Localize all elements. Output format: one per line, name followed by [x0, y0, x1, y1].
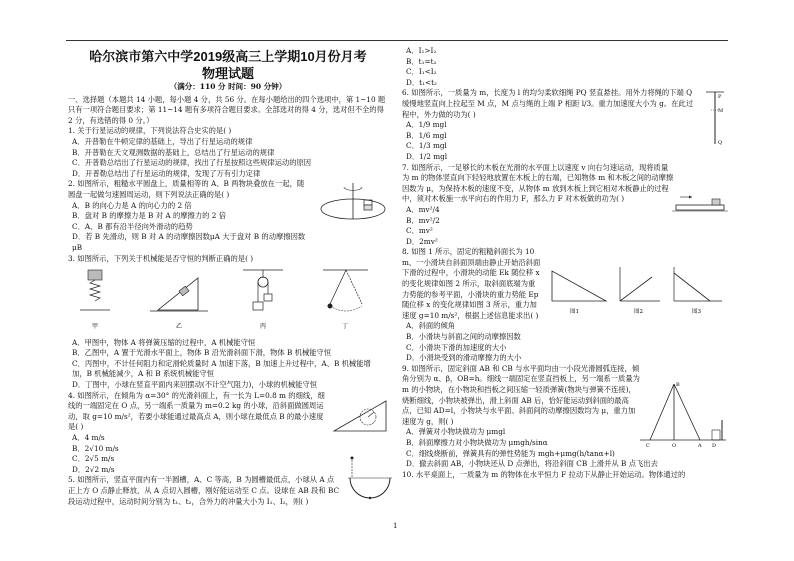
q7-option-b: B．mv²/2 [406, 215, 440, 225]
q9-option-a: A．弹簧对小物块做功为 μmgl [406, 427, 506, 437]
q6-option-d: D．1/2 mgl [406, 151, 448, 161]
svg-text:P: P [718, 94, 722, 101]
q2-stem: 2. 如图所示，粗糙水平圆盘上，质量相等的 A、B 两物块叠放在一起，随圆盘一起做匀速圆周运动，则下列说法正确的是( ) [68, 179, 305, 199]
q4-option-b: B．2√10 m/s [72, 443, 119, 453]
question-1 [68, 126, 388, 179]
q5-option-b: B．t₁=t₂ [406, 56, 437, 66]
q1-option-c: C．开普勒总结出了行星运动的规律，找出了行星按照这些规律运动的原因 [72, 158, 312, 168]
q8-fig-label-1: 图1 [570, 309, 579, 316]
q5-option-d: D．t₁<t₂ [406, 77, 437, 87]
svg-text:B: B [676, 381, 680, 388]
q6-option-c: C．1/3 mgl [406, 141, 447, 151]
question-3 [68, 254, 388, 391]
q9-stem: 9. 如图所示，固定斜面 AB 和 CB 与水平面均由一小段光滑圆弧连接，倾角分别为 α、β，OB=h。细线一端固定在竖直挡板上，另一端系一质量为 m 的小物块，在小物块和挡板之间压缩一轻质弹簧(物块与弹簧不连接)，烧断细线，小物块被弹出，滑上斜面 AB 后，恰好能运动到斜面的最高点，已知 AD=l，小物块与水平面、斜面间的动摩擦因数均为 μ，重力加速度为 g，则( ) [402, 363, 640, 426]
q1-option-b: B．开普勒在天文观测数据的基础上，总结出了行星运动的规律 [72, 147, 275, 157]
svg-text:O: O [672, 442, 677, 448]
svg-text:A: A [698, 442, 702, 448]
q2-option-b: B．盘对 B 的摩擦力是 B 对 A 的摩擦力的 2 倍 [72, 211, 227, 221]
q8-option-a: A．斜面的倾角 [406, 321, 456, 331]
q9-option-c: C．细线烧断前，弹簧具有的弹性势能为 mgh+μmg(h/tanα+l) [406, 448, 615, 458]
q9-option-b: B．斜面摩擦力对小物块做功为 μmgh/sinα [406, 437, 548, 447]
question-2 [68, 179, 388, 253]
q3-fig-label-d: 丁 [342, 323, 349, 331]
left-column [68, 46, 388, 507]
q8-option-c: C．小滑块下滑的加速度的大小 [406, 342, 507, 352]
q4-option-a: A．4 m/s [72, 433, 105, 443]
q3-figures [68, 264, 388, 334]
svg-text:Q: Q [718, 140, 723, 147]
q8-fig-label-3: 图3 [692, 309, 701, 316]
q8-figures [548, 255, 728, 317]
exam-title [68, 48, 388, 82]
q3-option-c: C．丙图中，不计任何阻力和定滑轮质量时 A 加速下落，B 加速上升过程中，A、B 机械能增加，B 机械能减少，A 和 B 系统机械能守恒 [72, 358, 371, 379]
q8-stem: 8. 如图 1 所示，固定的粗糙斜面长为 10 m，一小滑块自斜面顶端由静止开始沿斜面下滑的过程中，小滑块的动能 Ek 随位移 x 的变化规律如图 2 所示，取斜面底端为重力势能的参考平面，小滑块的重力势能 Ep 随位移 x 的变化规律如图 3 所示，重力加速度 g=10 m/s²，根据上述信息能求出( ) [402, 247, 541, 320]
q8-fig-label-2: 图2 [634, 309, 643, 316]
right-column [402, 46, 728, 480]
q2-option-a: A．B 的向心力是 A 的向心力的 2 倍 [72, 200, 192, 210]
q6-option-b: B．1/6 mgl [406, 130, 447, 140]
q7-option-a: A．mv²/4 [406, 204, 440, 214]
question-7 [402, 163, 728, 248]
q9-option-d: D．撤去斜面 AB，小物块还从 D 点弹出，将沿斜面 CB 上滑并从 B 点飞出去 [406, 459, 658, 469]
question-9 [402, 364, 728, 470]
q2-option-d: D．若 B 先滑动，则 B 对 A 的动摩擦因数μA 大于盘对 B 的动摩擦因数μB [72, 232, 306, 252]
question-5 [68, 475, 388, 507]
q1-option-a: A．开普勒在牛顿定律的基础上，导出了行星运动的规律 [72, 136, 253, 146]
q4-option-d: D．2√2 m/s [72, 464, 115, 474]
q5-stem: 5. 如图所示，竖直平面内有一半圆槽，A、C 等高，B 为圆槽最低点，小球从 A 点正上方 O 点静止释放，从 A 点切入圆槽，刚好能运动至 C 点。设球在 AB 段和 BC 段运动过程中，运动时间分别为 t₁、t₂，合外力的冲量大小为 I₁、I₂，则( ) [68, 475, 340, 506]
q3-option-b: B．乙图中，A 置于光滑水平面上，物体 B 沿光滑斜面下滑，物体 B 机械能守恒 [72, 348, 332, 358]
title-line-1: 哈尔滨市第六中学2019级高三上学期10月份月考 [89, 49, 367, 64]
q6-option-a: A．1/9 mgl [406, 120, 447, 130]
svg-text:M: M [718, 108, 724, 115]
instructions: 一、选择题（本题共 14 小题，每小题 4 分，共 56 分。在每小题给出的四个选项中，第 1~10 题只有一项符合题目要求；第 11~14 题有多项符合题目要求。全部选对的得 4 分，选对但不全的得 2 分，有选错的得 0 分。） [68, 94, 386, 125]
q9-slopes-figure [638, 378, 728, 448]
q8-option-d: D．小滑块受到的滑动摩擦力的大小 [406, 353, 522, 363]
svg-text:C: C [646, 442, 650, 448]
q6-stem: 6. 如图所示，一质量为 m，长度为 l 的均匀柔软细绳 PQ 竖直悬挂。用外力将绳的下端 Q 缓慢地竖直向上拉起至 M 点，M 点与绳的上端 P 相距 l/3。重力加速度大小为 g。在此过程中，外力做的功为( ) [402, 88, 693, 119]
q3-fig-label-a: 甲 [92, 323, 99, 331]
q3-option-a: A．甲图中，物体 A 将弹簧压缩的过程中，A 机械能守恒 [72, 337, 256, 347]
q10-stem: 10. 水平桌面上，一质量为 m 的物体在水平恒力 F 拉动下从静止开始运动。物体通过的 [402, 469, 686, 479]
title-line-2: 物理试题 [201, 66, 254, 81]
q5-semicircle-figure [344, 452, 396, 528]
q6-rope-figure [702, 88, 728, 148]
question-6 [402, 88, 728, 162]
q2-option-c: C．A、B 都有沿半径向外滑动的趋势 [72, 221, 193, 231]
q5-option-a: A．I₁>I₂ [406, 46, 437, 55]
header-rule [66, 40, 728, 41]
svg-text:D: D [712, 442, 717, 448]
q4-option-c: C．2√5 m/s [72, 454, 115, 464]
q7-board-figure [672, 193, 728, 217]
q3-fig-label-c: 丙 [260, 323, 267, 331]
q7-option-d: D．2mv² [406, 236, 438, 246]
q3-option-d: D．丁图中，小球在竖直平面内来回摆动(不计空气阻力)，小球的机械能守恒 [72, 380, 318, 390]
page-number: 1 [393, 522, 398, 530]
q8-option-b: B．小滑块与斜面之间的动摩擦因数 [406, 332, 521, 342]
q4-incline-figure [332, 395, 388, 435]
exam-subtitle: （满分：110 分 时间：90 分钟） [169, 82, 287, 91]
q2-turntable-figure [318, 181, 388, 225]
q3-stem: 3. 如图所示，下列关于机械能是否守恒的判断正确的是( ) [68, 253, 254, 263]
q4-stem: 4. 如图所示，在倾角为 α=30° 的光滑斜面上，有一长为 L=0.8 m 的细线，细线的一端固定在 O 点，另一端系一质量为 m=0.2 kg 的小球，沿斜面做圆周运动，取 g=10 m/s²，若要小球能通过最高点 A，则小球在最低点 B 的最小速度是( ) [68, 390, 325, 432]
q5-options [402, 46, 642, 88]
question-8 [402, 247, 728, 364]
q1-option-d: D．开普勒总结出了行星运动的规律，发现了万有引力定律 [72, 168, 261, 178]
question-4 [68, 391, 388, 476]
q5-option-c: C．I₁<I₂ [406, 67, 437, 77]
q1-stem: 1. 关于行星运动的规律，下列说法符合史实的是( ) [68, 126, 232, 136]
q7-stem: 7. 如图所示，一足够长的木板在光滑的水平面上以速度 v 向右匀速运动，现将质量为 m 的物体竖直向下轻轻地放置在木板上的右端，已知物体 m 和木板之间的动摩擦因数为 μ，为保持木板的速度不变，从物体 m 放到木板上到它相对木板静止的过程中，须对木板施一水平向右的作用力 F，那么力 F 对木板做的功为( ) [402, 162, 674, 204]
q7-option-c: C．mv² [406, 226, 433, 236]
q3-fig-label-b: 乙 [176, 323, 183, 331]
